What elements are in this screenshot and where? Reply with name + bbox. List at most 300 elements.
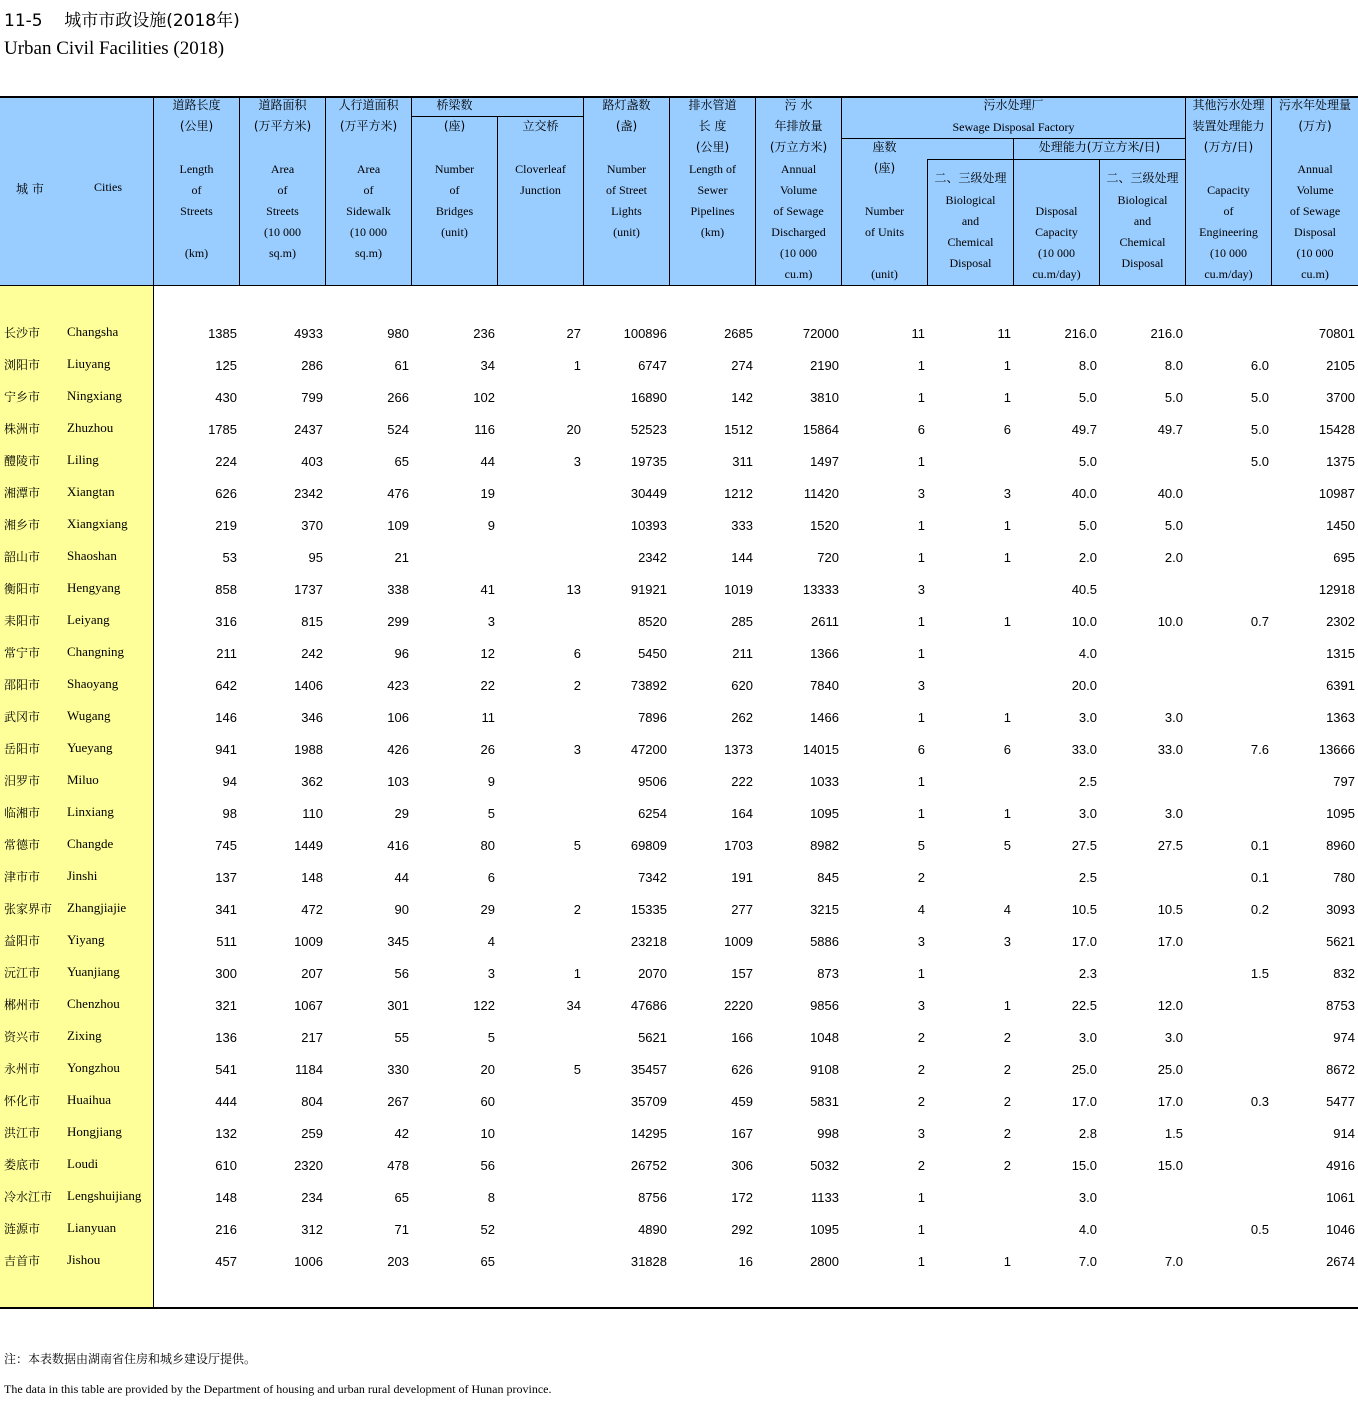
cell-capacity: 5.0 [1078, 390, 1097, 405]
cell-sidewalk: 65 [394, 454, 409, 469]
cell-other-capacity: 0.1 [1250, 870, 1269, 885]
cell-units: 1 [917, 1254, 925, 1269]
city-name-en: Liling [67, 452, 99, 467]
cell-lights: 30449 [630, 486, 667, 501]
cell-length: 511 [216, 934, 237, 949]
city-name-cn: 永州市 [4, 1062, 41, 1076]
cell-capacity: 8.0 [1078, 358, 1097, 373]
cell-sewage: 845 [817, 870, 839, 885]
cell-lights: 15335 [630, 902, 667, 917]
cell-capacity: 25.0 [1071, 1062, 1097, 1077]
cell-annual-disposal: 12918 [1318, 582, 1355, 597]
header-spacer [154, 138, 239, 159]
cell-bio-capacity: 17.0 [1157, 1094, 1183, 1109]
city-name-en: Shaoyang [67, 676, 119, 691]
cell-sidewalk: 71 [394, 1222, 409, 1237]
header-bridges [412, 96, 497, 243]
cell-sewer: 167 [731, 1126, 753, 1141]
cell-sewage: 2611 [811, 614, 839, 629]
city-name-en: Huaihua [67, 1092, 112, 1107]
cell-annual-disposal: 5621 [1326, 934, 1355, 949]
header-other-line: 装置处理能力 [1192, 119, 1265, 133]
cell-annual-disposal: 13666 [1318, 742, 1355, 757]
cell-sewage: 11420 [803, 486, 839, 501]
header-area-line: 道路面积 [258, 98, 307, 112]
table-bottom-rule [0, 1307, 1358, 1309]
cell-length: 53 [222, 550, 237, 565]
header-sewage-line: (10 000 [780, 246, 817, 260]
cell-cloverleaf: 1 [573, 966, 581, 981]
header-annual [1272, 96, 1358, 285]
cell-sidewalk: 56 [394, 966, 409, 981]
cell-lights: 7896 [638, 710, 667, 725]
cell-bio-capacity: 17.0 [1157, 934, 1183, 949]
header-annual-line: (万方) [1298, 119, 1332, 133]
cell-capacity: 22.5 [1071, 998, 1097, 1013]
header-annual-line: (10 000 [1296, 246, 1334, 260]
city-name-cn: 益阳市 [4, 934, 41, 948]
cell-lights: 9506 [638, 774, 667, 789]
header-lights-line: (unit) [613, 225, 640, 239]
cell-sewage: 9856 [810, 998, 839, 1013]
city-name-en: Yongzhou [67, 1060, 120, 1075]
cell-bridges: 22 [480, 678, 495, 693]
header-area-line: of [277, 183, 288, 197]
header-area-line: (10 000 [264, 225, 301, 239]
cell-sewer: 2220 [724, 998, 753, 1013]
cell-bio-capacity: 3.0 [1164, 1030, 1183, 1045]
cell-cloverleaf: 3 [573, 454, 581, 469]
cell-sidewalk: 524 [387, 422, 409, 437]
city-name-cn: 韶山市 [4, 550, 41, 564]
cell-length: 146 [215, 710, 237, 725]
cell-units: 3 [917, 1126, 925, 1141]
cell-sidewalk: 423 [387, 678, 409, 693]
cell-sewer: 1019 [724, 582, 753, 597]
cell-capacity: 5.0 [1078, 454, 1097, 469]
cell-lights: 8520 [638, 614, 667, 629]
cell-sidewalk: 42 [394, 1126, 409, 1141]
cell-sewage: 14015 [802, 742, 839, 757]
city-name-en: Yueyang [67, 740, 113, 755]
header-cloverleaf [498, 117, 583, 201]
cell-annual-disposal: 2674 [1326, 1254, 1355, 1269]
city-name-cn: 浏阳市 [4, 358, 41, 372]
header-cloverleaf-line: 立交桥 [522, 119, 559, 133]
cell-sewage: 3215 [810, 902, 839, 917]
cell-sewer: 285 [731, 614, 753, 629]
cell-units: 11 [911, 326, 925, 341]
cell-sewage: 5886 [810, 934, 839, 949]
city-name-en: Lengshuijiang [67, 1188, 142, 1203]
cell-other-capacity: 5.0 [1250, 390, 1269, 405]
cell-area: 1449 [294, 838, 323, 853]
cell-bio-units: 1 [1003, 614, 1011, 629]
city-name-en: Liuyang [67, 356, 111, 371]
cell-annual-disposal: 695 [1333, 550, 1355, 565]
header-spacer [412, 138, 497, 159]
city-name-cn: 常德市 [4, 838, 41, 852]
cell-bio-capacity: 10.5 [1157, 902, 1183, 917]
cell-area: 1067 [294, 998, 323, 1013]
header-bridges-line: Number [434, 162, 475, 176]
cell-sidewalk: 426 [387, 742, 409, 757]
cell-bridges: 60 [480, 1094, 495, 1109]
header-cloverleaf-line: Cloverleaf [515, 162, 566, 176]
cell-sewer: 166 [731, 1030, 753, 1045]
cell-capacity: 5.0 [1078, 518, 1097, 533]
header-length-line: of [191, 183, 202, 197]
cell-length: 211 [216, 646, 237, 661]
cell-cloverleaf: 34 [566, 998, 581, 1013]
city-name-cn: 津市市 [4, 870, 41, 884]
city-name-en: Changning [67, 644, 125, 659]
cell-capacity: 10.0 [1071, 614, 1097, 629]
cell-sidewalk: 21 [394, 550, 409, 565]
cell-sidewalk: 301 [387, 998, 409, 1013]
cell-other-capacity: 5.0 [1250, 422, 1269, 437]
header-other-line: 其他污水处理 [1192, 98, 1265, 112]
header-bridges-line: (unit) [441, 225, 468, 239]
cell-bio-units: 3 [1003, 934, 1011, 949]
cell-units: 2 [917, 1094, 925, 1109]
header-units-line: 座数 [872, 140, 897, 154]
cell-length: 137 [215, 870, 237, 885]
header-other-line: Engineering [1199, 225, 1258, 239]
city-name-cn: 湘潭市 [4, 486, 41, 500]
cell-bridges: 102 [473, 390, 495, 405]
cell-annual-disposal: 780 [1333, 870, 1355, 885]
cell-bridges: 41 [480, 582, 495, 597]
header-cloverleaf-line: Junction [520, 183, 561, 197]
cell-lights: 2070 [638, 966, 667, 981]
cell-lights: 14295 [630, 1126, 667, 1141]
cell-bridges: 116 [474, 422, 495, 437]
header-length-line: (公里) [179, 119, 214, 133]
cell-bridges: 8 [487, 1190, 495, 1205]
city-name-cn: 岳阳市 [4, 742, 41, 756]
cell-sidewalk: 416 [387, 838, 409, 853]
header-sewer-line: 排水管道 [688, 98, 737, 112]
cell-area: 346 [301, 710, 323, 725]
cell-bridges: 9 [487, 774, 495, 789]
cell-units: 3 [917, 934, 925, 949]
header-sidewalk-line: 人行道面积 [338, 98, 399, 112]
city-column-rule [153, 96, 154, 1308]
header-annual-line: of Sewage [1289, 204, 1341, 218]
cell-cloverleaf: 6 [573, 646, 581, 661]
cell-length: 224 [215, 454, 237, 469]
cell-area: 815 [301, 614, 323, 629]
cell-lights: 73892 [630, 678, 667, 693]
cell-sidewalk: 96 [394, 646, 409, 661]
cell-area: 95 [308, 550, 323, 565]
cell-length: 94 [222, 774, 237, 789]
cell-sidewalk: 61 [394, 358, 409, 373]
cell-lights: 100896 [623, 326, 667, 341]
header-bridges-line: 桥梁数 [436, 98, 473, 112]
header-length-line: 道路长度 [172, 98, 221, 112]
header-length-line: (km) [184, 246, 209, 260]
cell-units: 1 [917, 774, 925, 789]
cell-units: 1 [917, 710, 925, 725]
city-name-cn: 长沙市 [4, 326, 41, 340]
cell-units: 1 [917, 358, 925, 373]
cell-bridges: 10 [480, 1126, 495, 1141]
cell-lights: 35457 [630, 1062, 667, 1077]
header-lights-line: of Street [606, 183, 647, 197]
cell-other-capacity: 0.7 [1250, 614, 1269, 629]
header-sewage-line: Volume [779, 183, 818, 197]
cell-area: 1184 [295, 1062, 323, 1077]
cell-bio-capacity: 5.0 [1164, 518, 1183, 533]
cell-cloverleaf: 5 [573, 838, 581, 853]
header-bio-capacity-line: Chemical [1119, 235, 1166, 249]
cell-sewage: 720 [817, 550, 839, 565]
cell-other-capacity: 0.1 [1250, 838, 1269, 853]
cell-annual-disposal: 8753 [1326, 998, 1355, 1013]
cell-length: 316 [215, 614, 237, 629]
cell-length: 1785 [208, 422, 237, 437]
cell-bio-capacity: 27.5 [1157, 838, 1183, 853]
cell-area: 799 [301, 390, 323, 405]
cell-sidewalk: 478 [387, 1158, 409, 1173]
header-factory-en: Sewage Disposal Factory [952, 120, 1075, 134]
header-spacer [584, 138, 669, 159]
cell-annual-disposal: 2105 [1326, 358, 1355, 373]
header-spacer [842, 180, 927, 201]
cell-annual-disposal: 3700 [1326, 390, 1355, 405]
cell-lights: 19735 [630, 454, 667, 469]
cell-area: 370 [301, 518, 323, 533]
cell-capacity: 2.5 [1078, 870, 1097, 885]
cell-sewage: 5032 [810, 1158, 839, 1173]
header-bio-units [928, 169, 1013, 274]
header-bio-capacity-line: Disposal [1121, 256, 1164, 270]
city-name-en: Ningxiang [67, 388, 122, 403]
cell-lights: 35709 [630, 1094, 667, 1109]
cell-capacity: 10.5 [1071, 902, 1097, 917]
cell-annual-disposal: 1046 [1326, 1222, 1355, 1237]
cell-area: 312 [301, 1222, 323, 1237]
cell-area: 1988 [294, 742, 323, 757]
header-area-line: Streets [266, 204, 299, 218]
cell-sewer: 164 [731, 806, 753, 821]
cell-bridges: 44 [480, 454, 495, 469]
city-name-cn: 汨罗市 [4, 774, 41, 788]
cell-bio-units: 2 [1003, 1030, 1011, 1045]
cell-length: 216 [215, 1222, 237, 1237]
cell-length: 132 [215, 1126, 237, 1141]
cell-sewer: 144 [731, 550, 753, 565]
header-capacity-line: Capacity [1035, 225, 1078, 239]
cell-lights: 2342 [638, 550, 667, 565]
city-name-cn: 洪江市 [4, 1126, 41, 1140]
cell-lights: 6254 [638, 806, 667, 821]
cell-area: 259 [301, 1126, 323, 1141]
city-name-cn: 耒阳市 [4, 614, 41, 628]
cell-units: 2 [917, 1030, 925, 1045]
city-name-cn: 醴陵市 [4, 454, 41, 468]
cell-annual-disposal: 1095 [1326, 806, 1355, 821]
cell-cloverleaf: 2 [573, 678, 581, 693]
cell-lights: 4890 [638, 1222, 667, 1237]
cell-area: 472 [301, 902, 323, 917]
header-sidewalk-line: (万平方米) [339, 119, 398, 133]
cell-bio-units: 2 [1003, 1158, 1011, 1173]
cell-bio-capacity: 15.0 [1157, 1158, 1183, 1173]
cell-area: 1406 [294, 678, 323, 693]
cell-sewage: 2800 [810, 1254, 839, 1269]
header-units-line: (unit) [871, 267, 898, 281]
cell-annual-disposal: 15428 [1318, 422, 1355, 437]
cell-sewage: 998 [817, 1126, 839, 1141]
cell-sewage: 72000 [802, 326, 839, 341]
header-factory [842, 96, 1185, 138]
header-area-line: (万平方米) [253, 119, 312, 133]
cell-annual-disposal: 8960 [1326, 838, 1355, 853]
cell-length: 98 [222, 806, 237, 821]
cell-other-capacity: 0.5 [1250, 1222, 1269, 1237]
cell-bio-capacity: 2.0 [1164, 550, 1183, 565]
header-spacer [1272, 138, 1358, 159]
header-area-line: Area [270, 162, 295, 176]
city-name-cn: 资兴市 [4, 1030, 41, 1044]
cell-length: 321 [215, 998, 237, 1013]
cell-sewer: 1212 [724, 486, 753, 501]
city-name-cn: 宁乡市 [4, 390, 41, 404]
cell-sewer: 16 [738, 1254, 753, 1269]
cell-sidewalk: 44 [394, 870, 409, 885]
cell-bridges: 12 [480, 646, 495, 661]
city-name-en: Yuanjiang [67, 964, 120, 979]
cell-bio-capacity: 12.0 [1157, 998, 1183, 1013]
cell-sewage: 1497 [810, 454, 839, 469]
cell-bridges: 6 [487, 870, 495, 885]
cell-sewage: 2190 [810, 358, 839, 373]
header-capacity [1014, 201, 1099, 285]
cell-sidewalk: 29 [394, 806, 409, 821]
cell-bio-capacity: 7.0 [1164, 1254, 1183, 1269]
cell-sidewalk: 106 [387, 710, 409, 725]
cell-units: 1 [917, 550, 925, 565]
cell-length: 136 [215, 1030, 237, 1045]
header-sewer [670, 96, 755, 243]
cell-annual-disposal: 5477 [1326, 1094, 1355, 1109]
cell-area: 2342 [294, 486, 323, 501]
header-area-line: sq.m) [269, 246, 296, 260]
cell-bio-capacity: 1.5 [1164, 1126, 1183, 1141]
cell-bio-units: 2 [1003, 1062, 1011, 1077]
header-other-line: Capacity [1207, 183, 1250, 197]
cell-capacity: 2.0 [1078, 550, 1097, 565]
header-sidewalk-line: of [363, 183, 374, 197]
cell-sewer: 2685 [724, 326, 753, 341]
header-group-rule [1013, 159, 1185, 160]
cell-cloverleaf: 3 [573, 742, 581, 757]
cell-bio-capacity: 3.0 [1164, 806, 1183, 821]
cell-units: 1 [917, 646, 925, 661]
header-length-line: Streets [180, 204, 213, 218]
header-sewer-line: Length of [689, 162, 736, 176]
cell-bio-units: 6 [1003, 422, 1011, 437]
cell-bridges: 11 [481, 710, 495, 725]
city-name-cn: 株洲市 [4, 422, 41, 436]
cell-annual-disposal: 1315 [1326, 646, 1355, 661]
cell-area: 242 [301, 646, 323, 661]
cell-sewage: 9108 [810, 1062, 839, 1077]
header-spacer [326, 138, 411, 159]
cell-annual-disposal: 1363 [1326, 710, 1355, 725]
cell-bio-units: 2 [1003, 1094, 1011, 1109]
header-sewage [756, 96, 841, 285]
header-sewage-line: of Sewage [773, 204, 824, 218]
cell-units: 3 [917, 582, 925, 597]
cell-length: 444 [215, 1094, 237, 1109]
city-name-cn: 常宁市 [4, 646, 41, 660]
cell-sewage: 1366 [810, 646, 839, 661]
cell-area: 1737 [294, 582, 323, 597]
header-sewer-line: Sewer [697, 183, 728, 197]
header-bottom-rule [0, 285, 1358, 286]
header-bio-units-line: Disposal [949, 256, 992, 270]
cell-annual-disposal: 797 [1333, 774, 1355, 789]
cell-capacity: 4.0 [1078, 1222, 1097, 1237]
cell-bridges: 65 [480, 1254, 495, 1269]
cell-capacity: 17.0 [1071, 1094, 1097, 1109]
cell-units: 2 [917, 1158, 925, 1173]
city-name-en: Zixing [67, 1028, 102, 1043]
cell-area: 2437 [294, 422, 323, 437]
header-units-line: (座) [873, 161, 896, 175]
header-other-line: (10 000 [1210, 246, 1247, 260]
cell-sidewalk: 330 [387, 1062, 409, 1077]
header-area [240, 96, 325, 264]
cell-area: 2320 [294, 1158, 323, 1173]
cell-lights: 47686 [630, 998, 667, 1013]
cell-units: 2 [917, 870, 925, 885]
cell-units: 1 [917, 518, 925, 533]
header-bio-capacity-line: Biological [1117, 193, 1168, 207]
cell-bridges: 80 [480, 838, 495, 853]
header-sewage-line: cu.m) [784, 267, 813, 281]
city-name-en: Loudi [67, 1156, 99, 1171]
header-lights-line: Number [606, 162, 647, 176]
city-name-en: Hengyang [67, 580, 121, 595]
cell-sewage: 1520 [810, 518, 839, 533]
city-name-en: Zhangjiajie [67, 900, 127, 915]
header-sewer-line: 长 度 [698, 119, 727, 133]
cell-bridges: 5 [487, 1030, 495, 1045]
cell-bio-capacity: 49.7 [1157, 422, 1183, 437]
cell-units: 3 [917, 998, 925, 1013]
header-annual-line: Volume [1296, 183, 1334, 197]
header-bio-capacity-line: and [1133, 214, 1152, 228]
cell-capacity: 3.0 [1078, 1190, 1097, 1205]
cell-annual-disposal: 2302 [1326, 614, 1355, 629]
cell-sewer: 1009 [724, 934, 753, 949]
cell-sidewalk: 109 [387, 518, 409, 533]
cell-capacity: 7.0 [1078, 1254, 1097, 1269]
cell-length: 745 [215, 838, 237, 853]
header-bridges-line: Bridges [435, 204, 474, 218]
cell-bio-units: 5 [1003, 838, 1011, 853]
cell-length: 430 [215, 390, 237, 405]
cell-bridges: 29 [480, 902, 495, 917]
cell-sidewalk: 266 [387, 390, 409, 405]
cell-lights: 47200 [630, 742, 667, 757]
cell-bio-units: 6 [1003, 742, 1011, 757]
